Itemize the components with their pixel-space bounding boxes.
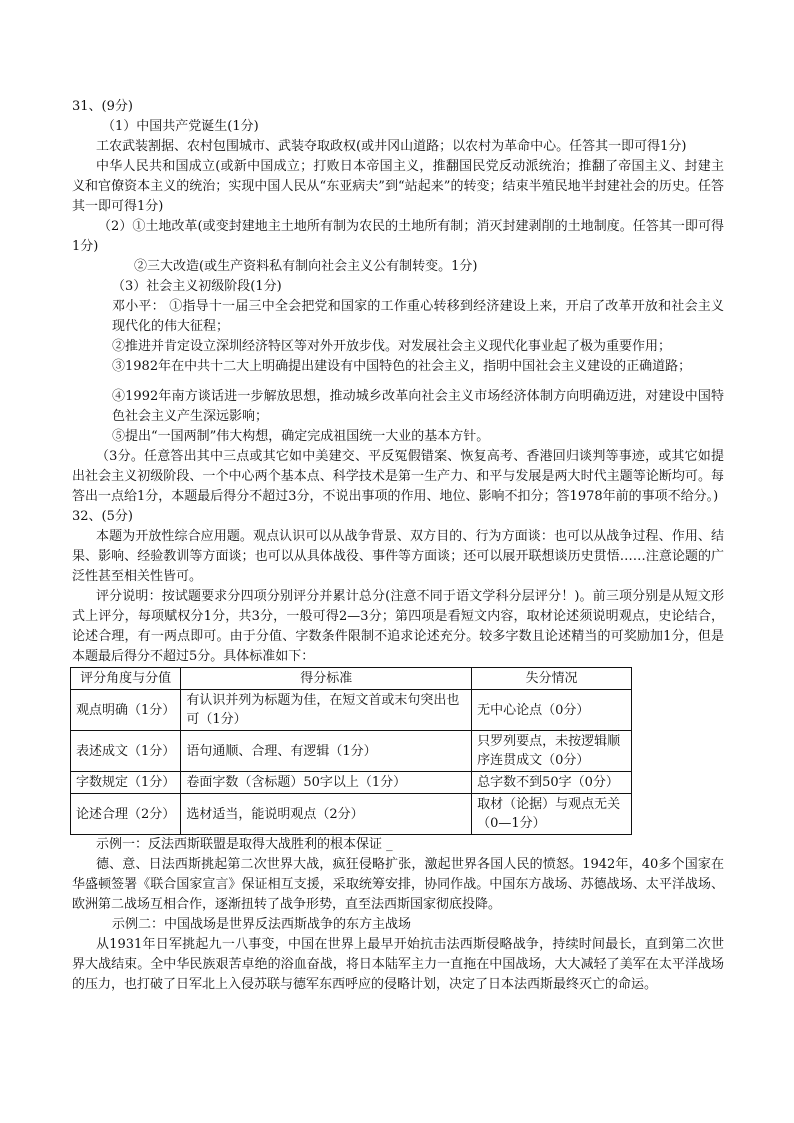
document-body — [72, 97, 724, 995]
q31-part2-answer-2: ②三大改造(或生产资料私有制向社会主义公有制转变。1分) — [134, 259, 478, 274]
table-header-cell: 得分标准 — [181, 668, 472, 690]
q31-part1-title: （1）中国共产党诞生(1分) — [102, 119, 259, 134]
example-2-title: 示例二：中国战场是世界反法西斯战争的东方主战场 — [112, 917, 412, 932]
example-2-text: 从1931年日军挑起九一八事变，中国在世界上最早开始抗击法西斯侵略战争，持续时间最长，直到第二次世界大战结束。全中华民族艰苦卓绝的浴血奋战，将日本陆军主力一直拖在中国战场，大大减轻了美军在太平洋战场的压力，也打破了日军北上入侵苏联与德军东西呼应的侵略计划，决定了日本法西斯最终灭亡的命运。 — [72, 937, 724, 992]
q31-part1-answer: 工农武装割据、农村包围城市、武装夺取政权(或井冈山道路；以农村为革命中心。任答其一即可得1分) — [96, 139, 687, 154]
table-cell: 选材适当，能说明观点（2分） — [181, 794, 472, 835]
table-cell: 字数规定（1分） — [71, 772, 181, 794]
table-cell: 有认识并列为标题为佳，在短文首或末句突出也可（1分） — [181, 690, 472, 731]
table-row — [71, 731, 632, 772]
q31-part1-answer-2: 中华人民共和国成立(或新中国成立；打败日本帝国主义，推翻国民党反动派统治；推翻了帝国主义、封建主义和官僚资本主义的统治；实现中国人民从“东亚病夫”到“站起来”的转变；结束半殖民地半封建社会的历史。任答其一即可得1分) — [72, 159, 724, 214]
table-cell: 无中心论点（0分） — [472, 690, 632, 731]
table-row — [71, 794, 632, 835]
q31-part3-point-4: ④1992年南方谈话进一步解放思想，推动城乡改革向社会主义市场经济体制方向明确迈进，对建设中国特色社会主义产生深远影响； — [112, 389, 724, 424]
table-row — [71, 690, 632, 731]
table-cell: 总字数不到50字（0分） — [472, 772, 632, 794]
table-cell: 卷面字数（含标题）50字以上（1分） — [181, 772, 472, 794]
q31-part3-point-3: ③1982年在中共十二大上明确提出建设有中国特色的社会主义，指明中国社会主义建设的正确道路； — [112, 359, 692, 374]
table-row — [71, 772, 632, 794]
table-cell: 只罗列要点，未按逻辑顺序连贯成文（0分） — [472, 731, 632, 772]
table-header-cell: 评分角度与分值 — [71, 668, 181, 690]
table-header-row — [71, 668, 632, 690]
table-cell: 语句通顺、合理、有逻辑（1分） — [181, 731, 472, 772]
q31-part3-title: （3）社会主义初级阶段(1分) — [112, 279, 282, 294]
example-1-text: 德、意、日法西斯挑起第二次世界大战，疯狂侵略扩张，激起世界各国人民的愤怒。1942年，40多个国家在华盛顿签署《联合国家宣言》保证相互支援，采取统筹安排，协同作战。中国东方战场、苏德战场、太平洋战场、欧洲第二战场互相合作，逐渐扭转了战争形势，直至法西斯国家彻底投降。 — [72, 857, 724, 912]
table-cell: 论述合理（2分） — [71, 794, 181, 835]
q32-scoring-note: 评分说明：按试题要求分四项分别评分并累计总分(注意不同于语文学科分层评分！)。前三项分别是从短文形式上评分，每项赋权分1分，共3分，一般可得2—3分；第四项是看短文内容，取材论述须说明观点，史论结合，论述合理，有一两点即可。由于分值、字数条件限制不追求论述充分。较多字数且论述精当的可奖励加1分，但是本题最后得分不超过5分。具体标准如下： — [72, 589, 724, 664]
table-cell: 取材（论据）与观点无关（0—1分） — [472, 794, 632, 835]
q31-part3-scoring-note: （3分。任意答出其中三点或其它如中美建交、平反冤假错案、恢复高考、香港回归谈判等事迹，或其它如提出社会主义初级阶段、一个中心两个基本点、科学技术是第一生产力、和平与发展是两大时代主题等论断均可。每答出一点给1分，本题最后得分不超过3分，不说出事项的作用、地位、影响不扣分；答1978年前的事项不给分。) — [72, 449, 724, 504]
table-cell: 观点明确（1分） — [71, 690, 181, 731]
q31-part3-point-2: ②推进并肯定设立深圳经济特区等对外开放步伐。对发展社会主义现代化事业起了极为重要作用； — [112, 339, 672, 354]
table-cell: 表述成文（1分） — [71, 731, 181, 772]
scoring-table — [70, 667, 632, 835]
q31-part3-point-5: ⑤提出“一国两制”伟大构想，确定完成祖国统一大业的基本方针。 — [112, 429, 490, 444]
table-header-cell: 失分情况 — [472, 668, 632, 690]
example-1-title: 示例一：反法西斯联盟是取得大战胜利的根本保证 _ — [96, 837, 393, 852]
q31-part3-point-1: 邓小平： ①指导十一届三中全会把党和国家的工作重心转移到经济建设上来，开启了改革开放和社会主义现代化的伟大征程； — [112, 299, 724, 334]
q32-intro: 本题为开放性综合应用题。观点认识可以从战争背景、双方目的、行为方面谈：也可以从战争过程、作用、结果、影响、经验教训等方面谈；也可以从具体战役、事件等方面谈；还可以展开联想谈历史贯悟……注意论题的广泛性甚至相关性皆可。 — [72, 529, 724, 584]
q31-header: 31、(9分) — [72, 99, 133, 114]
q31-part2-answer-1: （2）①土地改革(或变封建地主土地所有制为农民的土地所有制；消灭封建剥削的土地制度。任答其一即可得1分) — [72, 219, 724, 254]
q32-header: 32、(5分) — [72, 509, 133, 524]
